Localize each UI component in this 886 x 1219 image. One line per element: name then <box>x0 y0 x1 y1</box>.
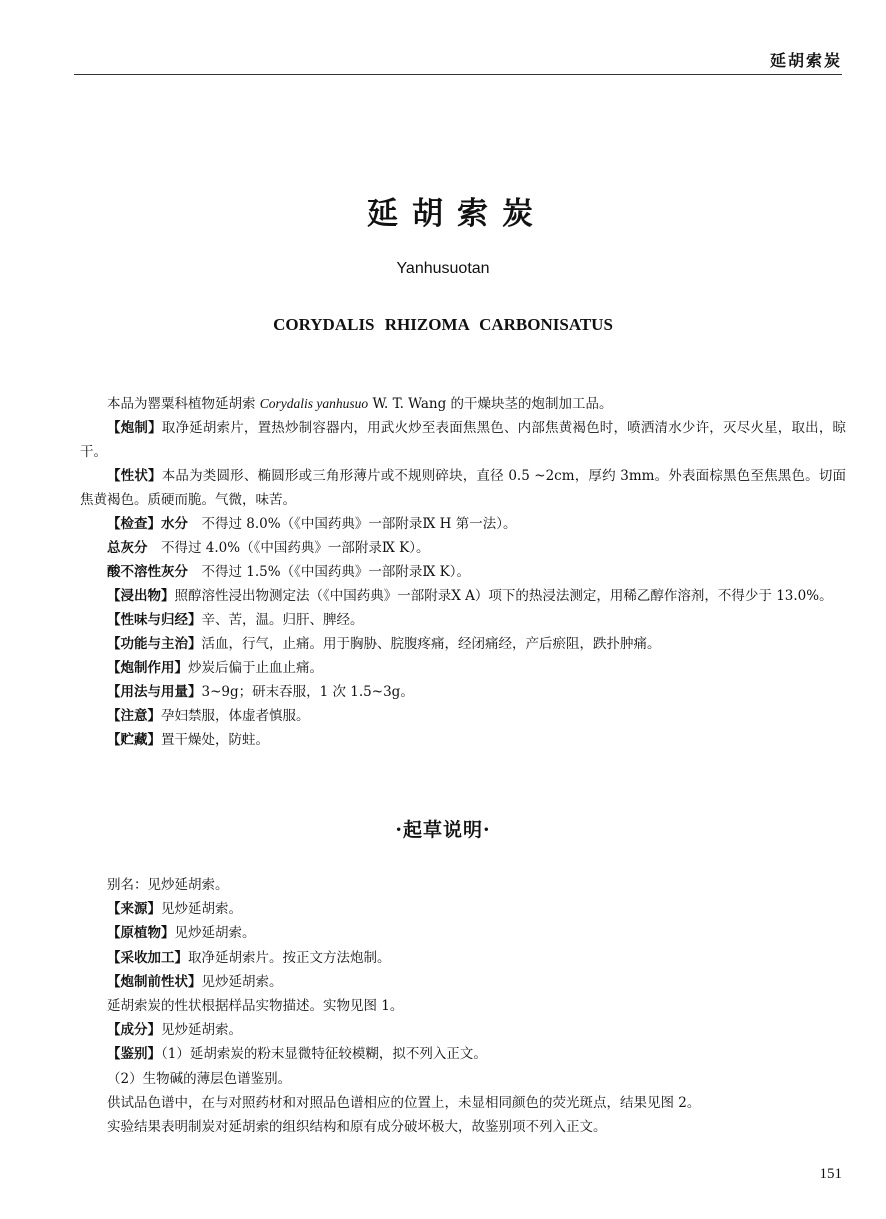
intro-paragraph <box>80 392 846 416</box>
intro-text-end: W. T. Wang 的干燥块茎的炮制加工品。 <box>368 396 613 412</box>
note-paragraph <box>80 873 846 897</box>
note-text: 供试品色谱中，在与对照药材和对照品色谱相应的位置上，未显相同颜色的荧光斑点，结果见图 2。 <box>107 1094 701 1111</box>
section-title-drafting-notes: ·起草说明· <box>395 819 491 841</box>
item-label: 【炮制作用】 <box>107 660 188 676</box>
running-head: 延胡索炭 <box>769 51 842 70</box>
item-paragraph <box>80 512 846 536</box>
note-paragraph <box>80 1091 846 1115</box>
note-paragraph <box>80 970 846 994</box>
note-text: 别名：见炒延胡索。 <box>107 877 229 893</box>
item-text: 本品为类圆形、椭圆形或三角形薄片或不规则碎块，直径 0.5 ~2cm，厚约 3mm。外表面棕黑色至焦黑色。切面焦黄褐色。质硬而脆。气微，味苦。 <box>80 468 847 508</box>
note-label: 【成分】 <box>107 1022 161 1039</box>
note-label: 【原植物】 <box>107 925 175 942</box>
latin-name: CORYDALIS RHIZOMA CARBONISATUS <box>273 315 613 334</box>
item-paragraph <box>80 608 846 632</box>
note-paragraph <box>80 946 846 970</box>
item-text: 不得过 4.0%（《中国药典》一部附录Ⅸ K）。 <box>147 540 430 556</box>
note-paragraph <box>80 1115 846 1139</box>
item-label: 【炮制】 <box>107 420 162 436</box>
note-text: 延胡索炭的性状根据样品实物描述。实物见图 1。 <box>107 998 404 1015</box>
item-paragraph <box>80 416 846 464</box>
item-paragraph <box>80 728 846 752</box>
item-paragraph <box>80 584 846 608</box>
note-text: （2）生物碱的薄层色谱鉴别。 <box>107 1070 292 1087</box>
header-rule <box>74 74 842 75</box>
note-text: 见炒延胡索。 <box>201 973 283 990</box>
note-label: 【采收加工】 <box>107 949 188 966</box>
item-label: 【功能与主治】 <box>107 636 202 652</box>
item-paragraph <box>80 632 846 656</box>
drafting-notes <box>80 873 846 1139</box>
item-label: 【性味与归经】 <box>107 612 202 628</box>
note-paragraph <box>80 897 846 921</box>
item-text: 不得过 1.5%（《中国药典》一部附录Ⅸ K）。 <box>188 564 470 580</box>
item-label: 【贮藏】 <box>107 732 161 748</box>
item-paragraph <box>80 656 846 680</box>
item-paragraph <box>80 680 846 704</box>
note-text: 见炒延胡索。 <box>174 925 256 942</box>
item-label: 总灰分 <box>107 540 148 556</box>
note-label: 【炮制前性状】 <box>107 973 202 990</box>
item-text: 活血，行气，止痛。用于胸胁、脘腹疼痛，经闭痛经，产后瘀阻，跌扑肿痛。 <box>201 636 661 652</box>
item-paragraph <box>80 464 846 512</box>
note-paragraph <box>80 1042 846 1066</box>
item-label: 酸不溶性灰分 <box>107 564 188 580</box>
note-paragraph <box>80 994 846 1018</box>
monograph-body <box>80 392 846 752</box>
note-paragraph <box>80 1067 846 1091</box>
item-label: 【注意】 <box>107 708 161 724</box>
item-text: 孕妇禁服，体虚者慎服。 <box>161 708 310 724</box>
item-paragraph <box>80 536 846 560</box>
note-text: 见炒延胡索。 <box>161 1022 242 1039</box>
item-text: 置干燥处，防蛀。 <box>161 732 269 748</box>
page-title: 延胡索炭 <box>367 196 547 232</box>
page-number: 151 <box>819 1166 842 1182</box>
note-text: （1）延胡索炭的粉末显微特征较模糊，拟不列入正文。 <box>161 1046 487 1063</box>
item-label: 【浸出物】 <box>107 588 175 604</box>
item-paragraph <box>80 704 846 728</box>
item-label: 【性状】 <box>107 468 162 484</box>
item-paragraph <box>80 560 846 584</box>
note-paragraph <box>80 1018 846 1042</box>
item-text: 不得过 8.0%（《中国药典》一部附录Ⅸ H 第一法）。 <box>188 516 517 532</box>
note-label: 【来源】 <box>107 901 161 918</box>
note-text: 见炒延胡索。 <box>161 901 242 918</box>
note-text: 实验结果表明制炭对延胡索的组织结构和原有成分破坏极大，故鉴别项不列入正文。 <box>107 1119 607 1136</box>
note-paragraph <box>80 921 846 945</box>
item-text: 辛、苦，温。归肝、脾经。 <box>201 612 364 628</box>
item-text: 取净延胡索片，置热炒制容器内，用武火炒至表面焦黑色、内部焦黄褐色时，喷洒清水少许，灭尽火星，取出，晾干。 <box>80 420 847 460</box>
item-text: 照醇溶性浸出物测定法（《中国药典》一部附录Ⅹ A）项下的热浸法测定，用稀乙醇作溶剂，不得少于 13.0%。 <box>174 588 833 604</box>
note-text: 取净延胡索片。按正文方法炮制。 <box>188 949 391 966</box>
intro-text: 本品为罂粟科植物延胡索 <box>107 396 260 412</box>
species-name: Corydalis yanhusuo <box>259 396 369 411</box>
item-text: 3~9g；研末吞服，1 次 1.5~3g。 <box>201 684 414 700</box>
item-label: 【用法与用量】 <box>107 684 202 700</box>
item-text: 炒炭后偏于止血止痛。 <box>188 660 323 676</box>
item-label: 【检查】水分 <box>107 516 188 532</box>
pinyin-name: Yanhusuotan <box>396 260 490 277</box>
note-label: 【鉴别】 <box>107 1046 161 1063</box>
